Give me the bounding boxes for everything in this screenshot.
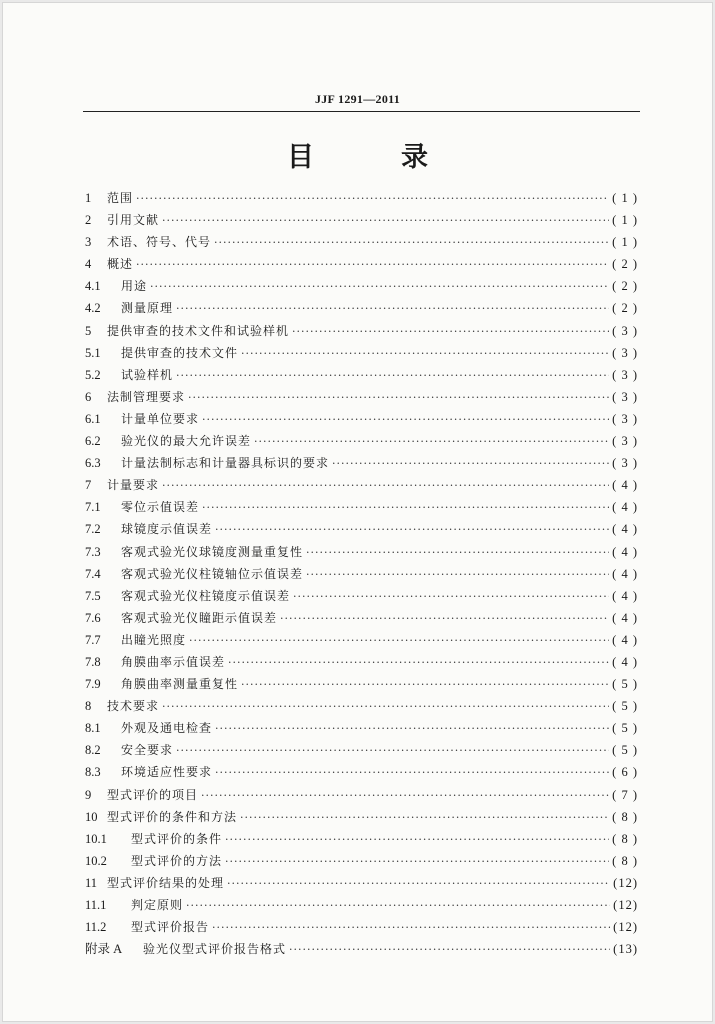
toc-entry-number: 5.1 xyxy=(85,345,101,360)
toc-entry-number: 2 xyxy=(85,213,92,228)
toc-entry-title: 客观式验光仪柱镜轴位示值误差 xyxy=(121,566,304,581)
toc-entry-title: 验光仪型式评价报告格式 xyxy=(143,942,287,957)
toc-entry-page: ( 3 ) xyxy=(612,456,638,471)
toc-dot-leader xyxy=(188,387,609,408)
toc-entry-title: 型式评价的条件和方法 xyxy=(107,809,238,824)
toc-entry-number: 10.2 xyxy=(85,853,107,868)
toc-entry-number: 8.3 xyxy=(85,765,101,780)
toc-dot-leader xyxy=(240,807,609,828)
toc-entry-page: ( 4 ) xyxy=(612,610,638,625)
toc-entry-page: (13) xyxy=(613,942,638,957)
toc-entry-title: 引用文献 xyxy=(107,213,160,228)
toc-entry[interactable] xyxy=(85,563,638,585)
toc-entry-page: ( 4 ) xyxy=(612,632,638,647)
toc-entry-page: ( 5 ) xyxy=(612,721,638,736)
toc-entry-number: 1 xyxy=(85,191,92,205)
toc-dot-leader xyxy=(202,497,609,518)
toc-dot-leader xyxy=(162,210,609,231)
toc-entry-number: 6 xyxy=(85,389,92,404)
toc-entry-title: 验光仪的最大允许误差 xyxy=(121,434,252,449)
toc-dot-leader xyxy=(241,674,609,695)
table-of-contents xyxy=(85,187,638,960)
toc-dot-leader xyxy=(150,276,609,297)
toc-entry[interactable] xyxy=(85,784,638,806)
toc-entry[interactable] xyxy=(85,364,638,386)
toc-dot-leader xyxy=(202,409,609,430)
toc-entry-title: 范围 xyxy=(107,191,134,205)
toc-entry-number: 8.2 xyxy=(85,743,101,758)
toc-entry-page: ( 4 ) xyxy=(612,544,638,559)
toc-entry-title: 客观式验光仪球镜度测量重复性 xyxy=(121,544,304,559)
toc-entry-number: 4.1 xyxy=(85,279,101,294)
page-title: 目 录 xyxy=(287,142,458,173)
toc-dot-leader xyxy=(136,254,609,275)
toc-entry[interactable] xyxy=(85,894,638,916)
toc-entry[interactable] xyxy=(85,452,638,474)
toc-entry-number: 7.4 xyxy=(85,566,101,581)
toc-entry[interactable] xyxy=(85,386,638,408)
toc-entry-title: 安全要求 xyxy=(121,743,174,758)
toc-entry-page: ( 3 ) xyxy=(612,367,638,382)
toc-entry-title: 用途 xyxy=(121,279,148,294)
toc-entry-page: ( 8 ) xyxy=(612,809,638,824)
toc-entry-number: 11.2 xyxy=(85,920,107,935)
toc-entry[interactable] xyxy=(85,496,638,518)
toc-dot-leader xyxy=(212,917,610,938)
toc-entry-title: 出瞳光照度 xyxy=(121,632,187,647)
toc-entry-number: 8.1 xyxy=(85,721,101,736)
toc-entry-title: 客观式验光仪柱镜度示值误差 xyxy=(121,588,291,603)
toc-dot-leader xyxy=(228,652,609,673)
toc-dot-leader xyxy=(225,851,609,872)
toc-entry-number: 7.8 xyxy=(85,654,101,669)
toc-entry-title: 型式评价的方法 xyxy=(131,853,223,868)
toc-entry-page: ( 1 ) xyxy=(612,191,638,205)
toc-entry-page: ( 5 ) xyxy=(612,677,638,692)
toc-dot-leader xyxy=(201,785,609,806)
toc-entry[interactable] xyxy=(85,629,638,651)
toc-entry-number: 10.1 xyxy=(85,831,107,846)
toc-dot-leader xyxy=(176,298,609,319)
toc-entry-page: ( 8 ) xyxy=(612,831,638,846)
toc-entry[interactable] xyxy=(85,231,638,253)
toc-entry-title: 技术要求 xyxy=(107,699,160,714)
toc-entry[interactable] xyxy=(85,695,638,717)
toc-dot-leader xyxy=(332,453,609,474)
toc-entry-title: 判定原则 xyxy=(131,898,184,912)
toc-dot-leader xyxy=(215,762,609,783)
toc-entry-title: 型式评价的项目 xyxy=(107,787,199,802)
toc-entry-page: ( 3 ) xyxy=(612,411,638,426)
toc-entry-title: 型式评价报告 xyxy=(131,920,210,935)
toc-dot-leader xyxy=(136,188,609,209)
toc-entry-number: 5 xyxy=(85,323,92,338)
toc-entry-number: 11.1 xyxy=(85,898,107,912)
toc-entry-page: ( 4 ) xyxy=(612,588,638,603)
toc-entry-page: ( 4 ) xyxy=(612,478,638,493)
toc-entry-number: 7.7 xyxy=(85,632,101,647)
toc-entry-page: ( 4 ) xyxy=(612,654,638,669)
toc-dot-leader xyxy=(189,630,609,651)
toc-entry-title: 测量原理 xyxy=(121,301,174,316)
document-page xyxy=(2,2,713,1022)
toc-entry-number: 7.1 xyxy=(85,500,101,515)
toc-entry-page: ( 2 ) xyxy=(612,301,638,316)
toc-entry[interactable] xyxy=(85,872,638,894)
toc-entry-title: 提供审查的技术文件和试验样机 xyxy=(107,323,290,338)
toc-entry[interactable] xyxy=(85,474,638,496)
toc-dot-leader xyxy=(176,740,609,761)
toc-entry[interactable] xyxy=(85,342,638,364)
toc-entry[interactable] xyxy=(85,806,638,828)
toc-entry[interactable] xyxy=(85,850,638,872)
toc-entry[interactable] xyxy=(85,717,638,739)
toc-entry-title: 客观式验光仪瞳距示值误差 xyxy=(121,610,278,625)
toc-dot-leader xyxy=(225,829,609,850)
toc-entry[interactable] xyxy=(85,673,638,695)
toc-entry-title: 角膜曲率示值误差 xyxy=(121,654,226,669)
toc-entry-number: 5.2 xyxy=(85,367,101,382)
toc-entry-number: 4.2 xyxy=(85,301,101,316)
toc-entry[interactable] xyxy=(85,828,638,850)
toc-entry-page: ( 3 ) xyxy=(612,389,638,404)
toc-entry-title: 角膜曲率测量重复性 xyxy=(121,677,239,692)
toc-entry-page: ( 1 ) xyxy=(612,235,638,250)
toc-dot-leader xyxy=(293,586,609,607)
toc-dot-leader xyxy=(186,895,610,916)
toc-entry-page: (12) xyxy=(613,875,638,890)
toc-entry-page: ( 4 ) xyxy=(612,522,638,537)
toc-entry-title: 球镜度示值误差 xyxy=(121,522,213,537)
toc-entry-title: 型式评价结果的处理 xyxy=(107,875,225,890)
toc-dot-leader xyxy=(289,939,610,960)
toc-dot-leader xyxy=(241,343,609,364)
toc-dot-leader xyxy=(214,232,609,253)
toc-dot-leader xyxy=(176,365,609,386)
toc-dot-leader xyxy=(306,542,609,563)
toc-entry[interactable] xyxy=(85,938,638,960)
toc-entry-page: ( 8 ) xyxy=(612,853,638,868)
toc-dot-leader xyxy=(254,431,609,452)
toc-entry-number: 6.3 xyxy=(85,456,101,471)
toc-entry-title: 外观及通电检查 xyxy=(121,721,213,736)
toc-entry-number: 6.2 xyxy=(85,434,101,449)
toc-entry-title: 术语、符号、代号 xyxy=(107,235,212,250)
toc-entry[interactable] xyxy=(85,916,638,938)
toc-dot-leader xyxy=(292,321,609,342)
toc-entry-number: 7.3 xyxy=(85,544,101,559)
toc-entry[interactable] xyxy=(85,518,638,540)
toc-entry-title: 提供审查的技术文件 xyxy=(121,345,239,360)
toc-dot-leader xyxy=(280,608,609,629)
toc-entry[interactable] xyxy=(85,253,638,275)
toc-entry-page: ( 4 ) xyxy=(612,500,638,515)
toc-entry-page: ( 5 ) xyxy=(612,743,638,758)
toc-entry[interactable] xyxy=(85,275,638,297)
toc-entry-number: 7 xyxy=(85,478,92,493)
toc-entry-title: 计量要求 xyxy=(107,478,160,493)
toc-entry-title: 计量单位要求 xyxy=(121,411,200,426)
toc-entry-number: 6.1 xyxy=(85,411,101,426)
toc-entry-title: 型式评价的条件 xyxy=(131,831,223,846)
toc-entry-title: 法制管理要求 xyxy=(107,389,186,404)
toc-entry[interactable] xyxy=(85,739,638,761)
toc-entry-number: 7.5 xyxy=(85,588,101,603)
toc-entry-title: 零位示值误差 xyxy=(121,500,200,515)
toc-entry-number: 9 xyxy=(85,787,92,802)
toc-entry-title: 试验样机 xyxy=(121,367,174,382)
toc-dot-leader xyxy=(306,564,609,585)
toc-entry-page: ( 3 ) xyxy=(612,434,638,449)
toc-entry-page: ( 6 ) xyxy=(612,765,638,780)
toc-dot-leader xyxy=(162,475,609,496)
toc-dot-leader xyxy=(215,519,609,540)
toc-entry-page: ( 3 ) xyxy=(612,323,638,338)
toc-entry[interactable] xyxy=(85,209,638,231)
toc-entry[interactable] xyxy=(85,408,638,430)
toc-entry[interactable] xyxy=(85,320,638,342)
document-code: JJF 1291—2011 xyxy=(314,92,401,106)
toc-entry-page: ( 2 ) xyxy=(612,279,638,294)
toc-entry-page: ( 2 ) xyxy=(612,257,638,272)
toc-entry-title: 计量法制标志和计量器具标识的要求 xyxy=(121,456,330,471)
toc-entry-number: 7.2 xyxy=(85,522,101,537)
toc-entry-page: ( 3 ) xyxy=(612,345,638,360)
toc-entry-number: 11 xyxy=(85,875,98,890)
toc-entry[interactable] xyxy=(85,761,638,783)
toc-entry-number: 附录 A xyxy=(85,942,123,957)
toc-entry[interactable] xyxy=(85,430,638,452)
toc-entry-number: 7.9 xyxy=(85,677,101,692)
toc-entry-page: ( 1 ) xyxy=(612,213,638,228)
header-rule xyxy=(83,111,640,112)
toc-entry-number: 3 xyxy=(85,235,92,250)
toc-entry-page: (12) xyxy=(613,920,638,935)
toc-dot-leader xyxy=(162,696,609,717)
toc-entry-number: 10 xyxy=(85,809,98,824)
toc-entry[interactable] xyxy=(85,297,638,319)
toc-entry[interactable] xyxy=(85,607,638,629)
toc-entry[interactable] xyxy=(85,585,638,607)
toc-dot-leader xyxy=(215,718,609,739)
toc-entry-title: 概述 xyxy=(107,257,134,272)
toc-entry[interactable] xyxy=(85,187,638,209)
toc-entry-title: 环境适应性要求 xyxy=(121,765,213,780)
toc-entry-page: ( 4 ) xyxy=(612,566,638,581)
toc-entry[interactable] xyxy=(85,541,638,563)
toc-dot-leader xyxy=(227,873,610,894)
toc-entry-number: 8 xyxy=(85,699,92,714)
toc-entry-page: ( 7 ) xyxy=(612,787,638,802)
toc-entry-page: ( 5 ) xyxy=(612,699,638,714)
toc-entry-number: 4 xyxy=(85,257,92,272)
toc-entry[interactable] xyxy=(85,651,638,673)
toc-entry-page: (12) xyxy=(613,898,638,912)
toc-entry-number: 7.6 xyxy=(85,610,101,625)
